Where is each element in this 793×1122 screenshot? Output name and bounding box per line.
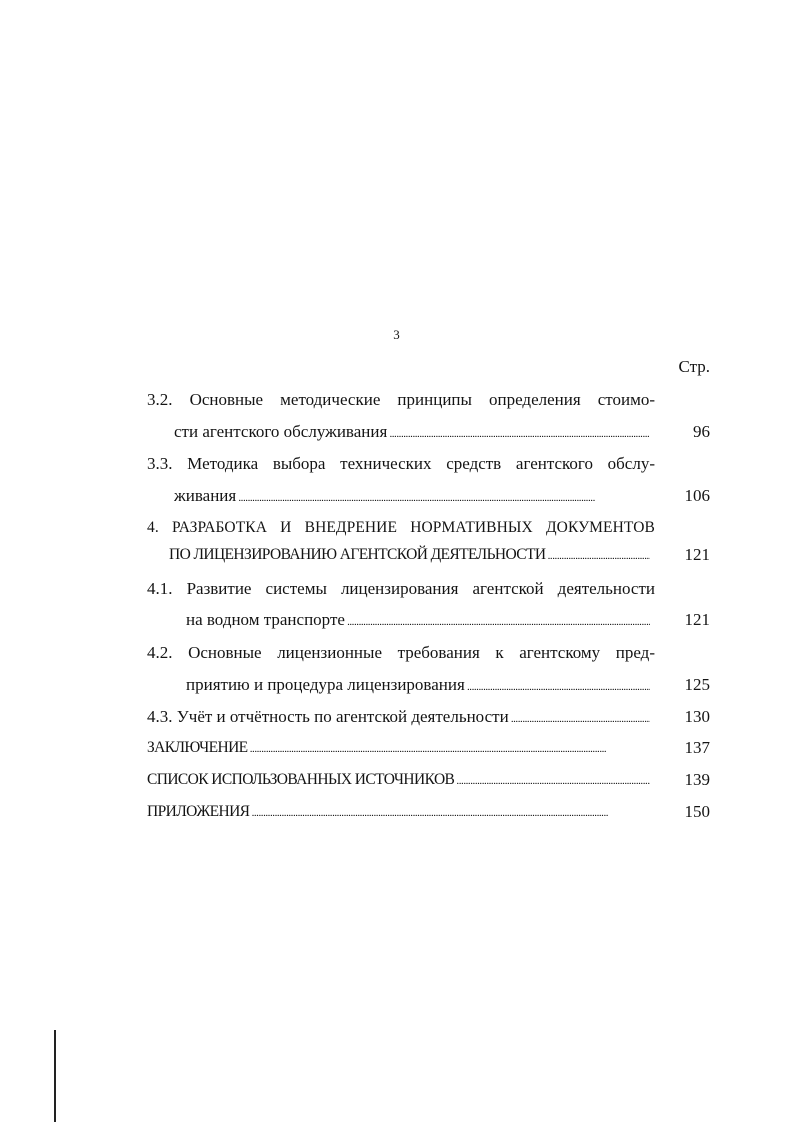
toc-entry-page: 139 (684, 770, 710, 789)
toc-entry-title: СПИСОК ИСПОЛЬЗОВАННЫХ ИСТОЧНИКОВ . . . (147, 768, 650, 793)
toc-entry-page: 121 (684, 610, 710, 629)
toc-entry-line (0, 768, 793, 792)
page-number: 3 (393, 327, 400, 342)
toc-entry-line (0, 577, 793, 601)
toc-entry-line (0, 543, 793, 567)
toc-entry-page: 106 (684, 486, 710, 505)
toc-entry-page: 137 (684, 738, 710, 757)
toc-entry-line (0, 388, 793, 412)
toc-entry-title: ЗАКЛЮЧЕНИЕ . . . (147, 736, 650, 761)
toc-entry-title: 4.2. Основные лицензионные требования к агентскому пред- (147, 643, 655, 662)
toc-entry-line (0, 800, 793, 824)
toc-entry-title: 3.3. Методика выбора технических средств агентского обслу- (147, 454, 655, 473)
toc-entry-title: 4.3. Учёт и отчётность по агентской деятельности . . . (147, 705, 650, 731)
page-column-label: Стр. (678, 357, 710, 376)
toc-entry-line (0, 452, 793, 476)
toc-entry-page: 125 (684, 675, 710, 694)
toc-chapter-title-cont: ПО ЛИЦЕНЗИРОВАНИЮ АГЕНТСКОЙ ДЕЯТЕЛЬНОСТИ . . . (169, 543, 650, 568)
toc-entry-line (0, 420, 793, 444)
toc-entry-title: 3.2. Основные методические принципы определения стоимо- (147, 390, 655, 409)
toc-entry-line (0, 705, 793, 729)
scan-edge-line (54, 1030, 56, 1122)
toc-entry-title-cont: приятию и процедура лицензирования . . . (186, 673, 650, 699)
toc-entry-page: 130 (684, 707, 710, 726)
toc-entry-page: 96 (693, 422, 710, 441)
toc-entry-title-cont: на водном транспорте . . . (186, 608, 650, 634)
toc-entry-line (0, 736, 793, 760)
toc-entry-page: 150 (684, 802, 710, 821)
toc-entry-line (0, 673, 793, 697)
toc-entry-line (0, 641, 793, 665)
toc-entry-title-cont: сти агентского обслуживания . . . (174, 420, 650, 446)
toc-entry-title: 4.1. Развитие системы лицензирования агентской деятельности (147, 579, 655, 598)
toc-entry-page: 121 (684, 545, 710, 564)
toc-chapter-title: 4. РАЗРАБОТКА И ВНЕДРЕНИЕ НОРМАТИВНЫХ ДОКУМЕНТОВ (147, 519, 655, 536)
toc-entry-line (0, 516, 793, 540)
toc-entry-line (0, 484, 793, 508)
toc-entry-title: ПРИЛОЖЕНИЯ . . . (147, 800, 650, 825)
toc-entry-title-cont: живания . . . (174, 484, 650, 510)
toc-entry-line (0, 608, 793, 632)
